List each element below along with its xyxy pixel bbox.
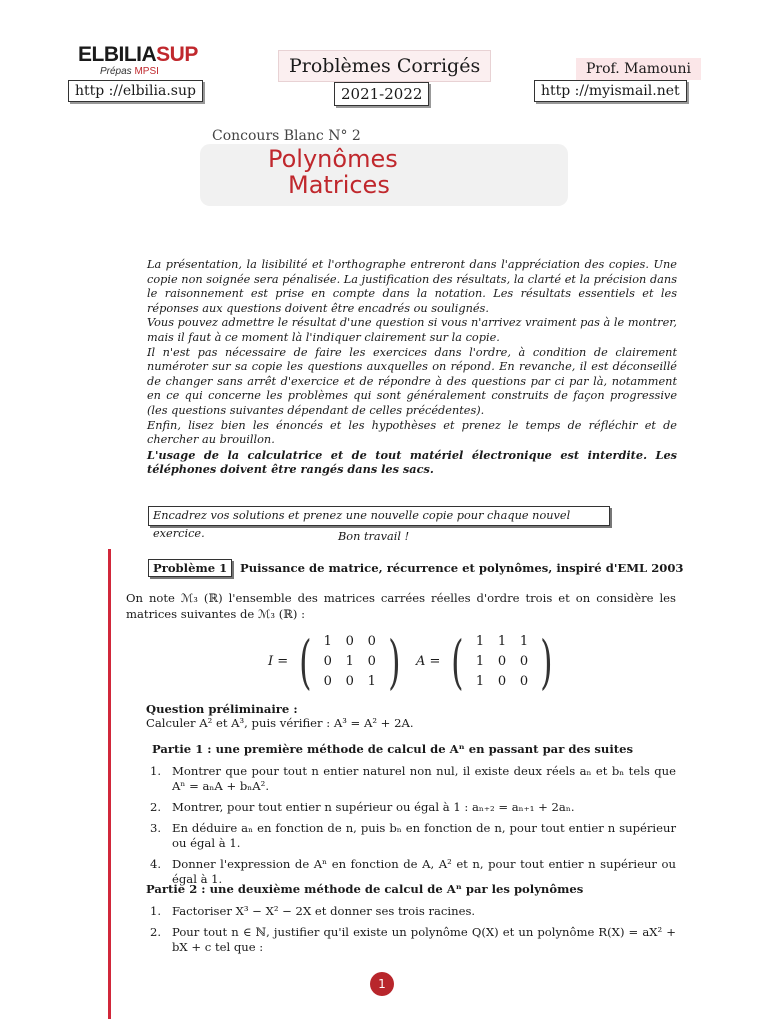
header-title: Problèmes Corrigés bbox=[278, 50, 491, 82]
matrix-cell: 1 bbox=[497, 634, 507, 649]
instruction-paragraph: La présentation, la lisibilité et l'orthographe entreront dans l'appréciation des copies. Une copie non soignée sera pénalisée. La justification des résultats, la clarté et la précision dans le raisonnement est prise en compte dans la notation. Les résultats essentiels et les réponses aux questions doivent être encadrés ou soulignés. bbox=[147, 258, 677, 315]
instruction-paragraph: Il n'est pas nécessaire de faire les exercices dans l'ordre, à condition de clairement numéroter sur sa copie les questions auxquelles on répond. En revanche, il est déconseillé de changer sans arrêt d'exercice et de répondre à des questions par ci par là, notamment en ce qui concerne les problèmes qui sont généralement construits de façon progressive (les questions suivantes dépendant de celles précédentes). bbox=[147, 345, 677, 417]
problem-title: Puissance de matrice, récurrence et polynômes, inspiré d'EML 2003 bbox=[240, 561, 684, 575]
list-item: 4. Donner l'expression de Aⁿ en fonction de A, A² et n, pour tout entier n supérieur ou égal à 1. bbox=[150, 857, 676, 886]
list-item: 1. Factoriser X³ − X² − 2X et donner ses trois racines. bbox=[150, 904, 476, 918]
page-number: 1 bbox=[370, 972, 394, 996]
framed-note: Encadrez vos solutions et prenez une nouvelle copie pour chaque nouvel exercice. bbox=[148, 506, 610, 526]
title-polynomes: Polynômes bbox=[268, 145, 398, 173]
instruction-warning: L'usage de la calculatrice et de tout matériel électronique est interdite. Les téléphones doivent être rangés dans les sacs. bbox=[147, 447, 677, 477]
problem-label: Problème 1 bbox=[148, 559, 232, 577]
matrix-cell: 0 bbox=[497, 654, 507, 669]
matrix-cell: 0 bbox=[519, 674, 529, 689]
bon-travail: Bon travail ! bbox=[338, 530, 410, 543]
concours-label: Concours Blanc N° 2 bbox=[212, 128, 361, 144]
matrix-A-name: A = bbox=[416, 654, 441, 669]
matrix-cell: 1 bbox=[519, 634, 529, 649]
preliminary-title: Question préliminaire : bbox=[146, 702, 298, 716]
matrix-I-name: I = bbox=[268, 654, 289, 669]
part2-title: Partie 2 : une deuxième méthode de calcul de Aⁿ par les polynômes bbox=[146, 882, 584, 896]
instruction-paragraph: Vous pouvez admettre le résultat d'une question si vous n'arrivez vraiment pas à le montrer, mais il faut à ce moment là l'indiquer clairement sur la copie. bbox=[147, 316, 677, 344]
matrix-A-grid bbox=[469, 632, 535, 691]
part1-list bbox=[150, 764, 676, 893]
problem-intro: On note ℳ₃ (ℝ) l'ensemble des matrices carrées réelles d'ordre trois et on considère les matrices suivantes de ℳ₃ (ℝ) : bbox=[126, 591, 676, 621]
matrix-I bbox=[268, 627, 405, 696]
right-paren: ) bbox=[387, 627, 401, 696]
matrix-cell: 1 bbox=[475, 674, 485, 689]
matrix-cell: 0 bbox=[497, 674, 507, 689]
logo-text: ELBILIASUP bbox=[78, 43, 198, 66]
matrix-cell: 1 bbox=[475, 634, 485, 649]
instruction-paragraph: Enfin, lisez bien les énoncés et les hypothèses et prenez le temps de réfléchir et de chercher au brouillon. bbox=[147, 418, 677, 447]
title-matrices: Matrices bbox=[288, 171, 390, 199]
matrix-cell: 0 bbox=[519, 654, 529, 669]
left-paren: ( bbox=[451, 627, 464, 696]
matrix-cell: 0 bbox=[367, 634, 376, 649]
problem-side-bar bbox=[108, 549, 111, 1019]
part1-title: Partie 1 : une première méthode de calcul de Aⁿ en passant par des suites bbox=[152, 742, 633, 756]
matrix-cell: 0 bbox=[323, 654, 332, 669]
list-item: 2. Pour tout n ∈ ℕ, justifier qu'il existe un polynôme Q(X) et un polynôme R(X) = aX² + bX + c tel que : bbox=[150, 925, 676, 954]
list-item: 2. Montrer, pour tout entier n supérieur ou égal à 1 : aₙ₊₂ = aₙ₊₁ + 2aₙ. bbox=[150, 800, 575, 814]
preliminary-text: Calculer A² et A³, puis vérifier : A³ = A² + 2A. bbox=[146, 716, 414, 730]
link-elbilia[interactable]: http ://elbilia.sup bbox=[68, 80, 203, 102]
matrix-cell: 1 bbox=[323, 634, 332, 649]
matrix-cell: 0 bbox=[323, 674, 332, 689]
matrix-cell: 0 bbox=[367, 654, 376, 669]
matrix-cell: 1 bbox=[345, 654, 354, 669]
header-prof: Prof. Mamouni bbox=[576, 58, 701, 80]
logo-subtitle: Prépas MPSI bbox=[100, 66, 159, 77]
list-item: 1. Montrer que pour tout n entier naturel non nul, il existe deux réels aₙ et bₙ tels que Aⁿ = aₙA + bₙA². bbox=[150, 764, 676, 793]
elbilia-logo bbox=[78, 43, 198, 84]
matrix-cell: 0 bbox=[345, 674, 354, 689]
header-year: 2021-2022 bbox=[334, 82, 429, 106]
exam-instructions bbox=[147, 258, 677, 477]
list-item: 3. En déduire aₙ en fonction de n, puis bₙ en fonction de n, pour tout entier n supérieur ou égal à 1. bbox=[150, 821, 676, 850]
matrix-cell: 1 bbox=[475, 654, 485, 669]
matrix-cell: 0 bbox=[345, 634, 354, 649]
part2-list bbox=[150, 904, 676, 961]
matrix-I-grid bbox=[317, 632, 383, 691]
link-myismail[interactable]: http ://myismail.net bbox=[534, 80, 687, 102]
matrix-cell: 1 bbox=[367, 674, 376, 689]
matrix-A bbox=[416, 627, 558, 696]
left-paren: ( bbox=[299, 627, 312, 696]
right-paren: ) bbox=[540, 627, 553, 696]
